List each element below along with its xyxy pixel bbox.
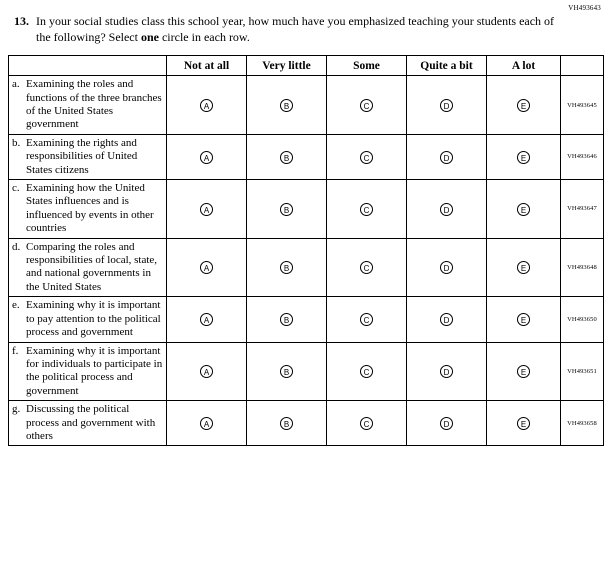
option-cell [167,297,247,342]
row-label-cell [9,401,167,446]
option-cell [247,76,327,135]
option-cell [167,342,247,401]
option-cell [407,401,487,446]
option-cell [247,180,327,239]
answer-circle-b[interactable]: B [280,261,293,274]
option-cell [487,76,561,135]
answer-circle-a[interactable]: A [200,313,213,326]
option-cell [487,238,561,297]
option-cell [167,180,247,239]
row-code: VH493645 [561,76,604,135]
option-cell [407,238,487,297]
answer-circle-c[interactable]: C [360,203,373,216]
table-row [9,180,604,239]
answer-circle-c[interactable]: C [360,99,373,112]
question-text-bold: one [140,29,159,44]
table-row [9,76,604,135]
column-header-very-little: Very little [247,56,327,76]
answer-circle-c[interactable]: C [360,261,373,274]
row-label-text: Examining how the United States influences and is influenced by events in other countries [26,182,154,235]
answer-circle-c[interactable]: C [360,313,373,326]
response-table [8,55,604,446]
answer-circle-a[interactable]: A [200,261,213,274]
answer-circle-e[interactable]: E [517,365,530,378]
answer-circle-d[interactable]: D [440,151,453,164]
option-cell [327,180,407,239]
answer-circle-e[interactable]: E [517,313,530,326]
row-label-cell [9,297,167,342]
table-row [9,134,604,179]
option-cell [487,401,561,446]
row-label-text: Examining why it is important to pay attention to the political process and government [26,299,161,339]
row-code: VH493646 [561,134,604,179]
option-cell [407,297,487,342]
row-label-cell [9,342,167,401]
option-cell [407,180,487,239]
option-cell [167,134,247,179]
row-code: VH493651 [561,342,604,401]
column-header-a-lot: A lot [487,56,561,76]
option-cell [327,76,407,135]
option-cell [327,297,407,342]
row-code: VH493658 [561,401,604,446]
question-13 [14,14,599,45]
row-label-text: Examining why it is important for individuals to participate in the political process and government [26,344,163,397]
header-blank-cell [9,56,167,76]
column-header-some: Some [327,56,407,76]
option-cell [167,401,247,446]
answer-circle-e[interactable]: E [517,261,530,274]
question-text-before: In your social studies class this school year, how much have you emphasized teaching your students each of the following? Select [36,14,555,44]
table-body [9,76,604,446]
table-row [9,342,604,401]
answer-circle-e[interactable]: E [517,151,530,164]
answer-circle-e[interactable]: E [517,203,530,216]
answer-circle-c[interactable]: C [360,151,373,164]
answer-circle-b[interactable]: B [280,365,293,378]
option-cell [167,76,247,135]
row-code: VH493647 [561,180,604,239]
answer-circle-d[interactable]: D [440,313,453,326]
option-cell [487,180,561,239]
option-cell [327,342,407,401]
row-letter: b. [12,136,21,149]
answer-circle-b[interactable]: B [280,99,293,112]
option-cell [327,401,407,446]
row-label-cell [9,76,167,135]
answer-circle-b[interactable]: B [280,151,293,164]
row-label-text: Discussing the political process and government with others [26,403,156,442]
row-letter: d. [12,240,21,253]
option-cell [247,401,327,446]
answer-circle-a[interactable]: A [200,417,213,430]
answer-circle-d[interactable]: D [440,417,453,430]
answer-circle-a[interactable]: A [200,99,213,112]
row-label-cell [9,134,167,179]
answer-circle-d[interactable]: D [440,203,453,216]
answer-circle-d[interactable]: D [440,365,453,378]
column-header-not-at-all: Not at all [167,56,247,76]
row-label-text: Examining the rights and responsibilities of United States citizens [26,136,138,176]
row-label-cell [9,180,167,239]
option-cell [487,342,561,401]
option-cell [247,342,327,401]
answer-circle-a[interactable]: A [200,365,213,378]
question-text [36,14,599,45]
row-label-cell [9,238,167,297]
answer-circle-b[interactable]: B [280,203,293,216]
option-cell [487,134,561,179]
answer-circle-d[interactable]: D [440,99,453,112]
row-code: VH493650 [561,297,604,342]
option-cell [247,134,327,179]
table-row [9,238,604,297]
header-row [9,56,604,76]
question-number: 13. [14,14,29,28]
row-letter: f. [12,344,19,357]
form-code: VH493643 [568,4,601,12]
option-cell [487,297,561,342]
answer-circle-b[interactable]: B [280,313,293,326]
column-header-quite-a-bit: Quite a bit [407,56,487,76]
option-cell [407,134,487,179]
option-cell [327,134,407,179]
option-cell [407,342,487,401]
option-cell [407,76,487,135]
answer-circle-a[interactable]: A [200,151,213,164]
row-letter: e. [12,299,20,312]
answer-circle-e[interactable]: E [517,99,530,112]
answer-circle-b[interactable]: B [280,417,293,430]
option-cell [247,238,327,297]
answer-circle-a[interactable]: A [200,203,213,216]
answer-circle-c[interactable]: C [360,365,373,378]
header-code-cell [561,56,604,76]
row-code: VH493648 [561,238,604,297]
row-label-text: Examining the roles and functions of the three branches of the United States government [26,78,162,131]
answer-circle-e[interactable]: E [517,417,530,430]
table-row [9,401,604,446]
table-header [9,56,604,76]
row-letter: g. [12,403,21,416]
option-cell [247,297,327,342]
question-text-after: circle in each row. [158,29,250,44]
row-letter: c. [12,182,20,195]
table-row [9,297,604,342]
row-label-text: Comparing the roles and responsibilities of local, state, and national governments in the United States [26,240,158,293]
answer-circle-c[interactable]: C [360,417,373,430]
row-letter: a. [12,78,20,91]
answer-circle-d[interactable]: D [440,261,453,274]
option-cell [167,238,247,297]
option-cell [327,238,407,297]
